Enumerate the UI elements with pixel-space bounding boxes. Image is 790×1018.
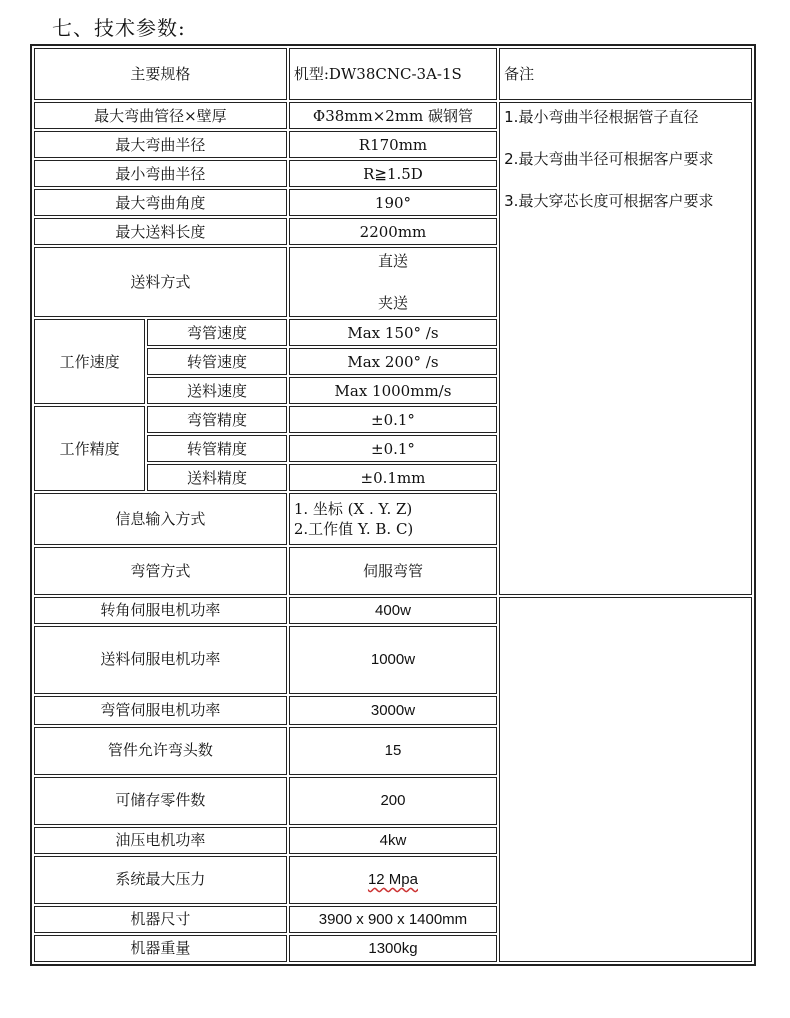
weight-value: 1300kg [289,935,497,962]
max-feed-length-label: 最大送料长度 [34,218,287,245]
work-speed-label: 工作速度 [34,319,145,404]
bend-speed-value: Max 150° /s [289,319,497,346]
rotate-precision-value: ±0.1° [289,435,497,462]
max-tube-label: 最大弯曲管径×壁厚 [34,102,287,129]
input-method-value-2: 2.工作值 Y. B. C) [293,520,414,538]
feed-method-label: 送料方式 [34,247,287,317]
feed-method-value-1: 直送 [377,252,408,270]
remark-2: 2.最大弯曲半径可根据客户要求 [504,150,714,168]
table-row [34,597,752,624]
bend-method-value: 伺服弯管 [289,547,497,595]
max-pressure-text: 12 Mpa [367,871,418,888]
rotate-speed-value: Max 200° /s [289,348,497,375]
feed-precision-value: ±0.1mm [289,464,497,491]
header-spec-label: 主要规格 [34,48,287,100]
bend-motor-label: 弯管伺服电机功率 [34,696,287,725]
header-remarks: 备注 [499,48,752,100]
parts-storage-label: 可储存零件数 [34,777,287,825]
input-method-label: 信息输入方式 [34,493,287,545]
table-row [34,102,752,129]
rotate-precision-label: 转管精度 [147,435,287,462]
work-precision-label: 工作精度 [34,406,145,491]
hydraulic-motor-value: 4kw [289,827,497,854]
spec-table [30,44,756,966]
remarks-empty-cell [499,597,752,962]
max-radius-value: R170mm [289,131,497,158]
max-angle-value: 190° [289,189,497,216]
bend-count-label: 管件允许弯头数 [34,727,287,775]
max-feed-length-value: 2200mm [289,218,497,245]
page-title: 七、技术参数: [52,16,186,40]
bend-motor-value: 3000w [289,696,497,725]
feed-method-value-2: 夹送 [377,294,408,312]
feed-method-value [289,247,497,317]
bend-speed-label: 弯管速度 [147,319,287,346]
bend-count-value: 15 [289,727,497,775]
max-radius-label: 最大弯曲半径 [34,131,287,158]
bend-precision-value: ±0.1° [289,406,497,433]
weight-label: 机器重量 [34,935,287,962]
feed-precision-label: 送料精度 [147,464,287,491]
feed-motor-value: 1000w [289,626,497,694]
header-model: 机型:DW38CNC-3A-1S [289,48,497,100]
max-pressure-value [289,856,497,904]
dimensions-label: 机器尺寸 [34,906,287,933]
bend-method-label: 弯管方式 [34,547,287,595]
min-radius-label: 最小弯曲半径 [34,160,287,187]
hydraulic-motor-label: 油压电机功率 [34,827,287,854]
parts-storage-value: 200 [289,777,497,825]
table-header-row [34,48,752,100]
max-angle-label: 最大弯曲角度 [34,189,287,216]
feed-motor-label: 送料伺服电机功率 [34,626,287,694]
max-pressure-label: 系统最大压力 [34,856,287,904]
remark-3: 3.最大穿芯长度可根据客户要求 [504,192,714,210]
input-method-value-1: 1. 坐标 (X . Y. Z) [293,500,413,518]
dimensions-value: 3900 x 900 x 1400mm [289,906,497,933]
rotate-motor-label: 转角伺服电机功率 [34,597,287,624]
rotate-motor-value: 400w [289,597,497,624]
feed-speed-label: 送料速度 [147,377,287,404]
rotate-speed-label: 转管速度 [147,348,287,375]
input-method-value [289,493,497,545]
bend-precision-label: 弯管精度 [147,406,287,433]
max-tube-value: Φ38mm×2mm 碳钢管 [289,102,497,129]
remark-1: 1.最小弯曲半径根据管子直径 [504,108,699,126]
min-radius-value: R≧1.5D [289,160,497,187]
remarks-cell [499,102,752,595]
feed-speed-value: Max 1000mm/s [289,377,497,404]
